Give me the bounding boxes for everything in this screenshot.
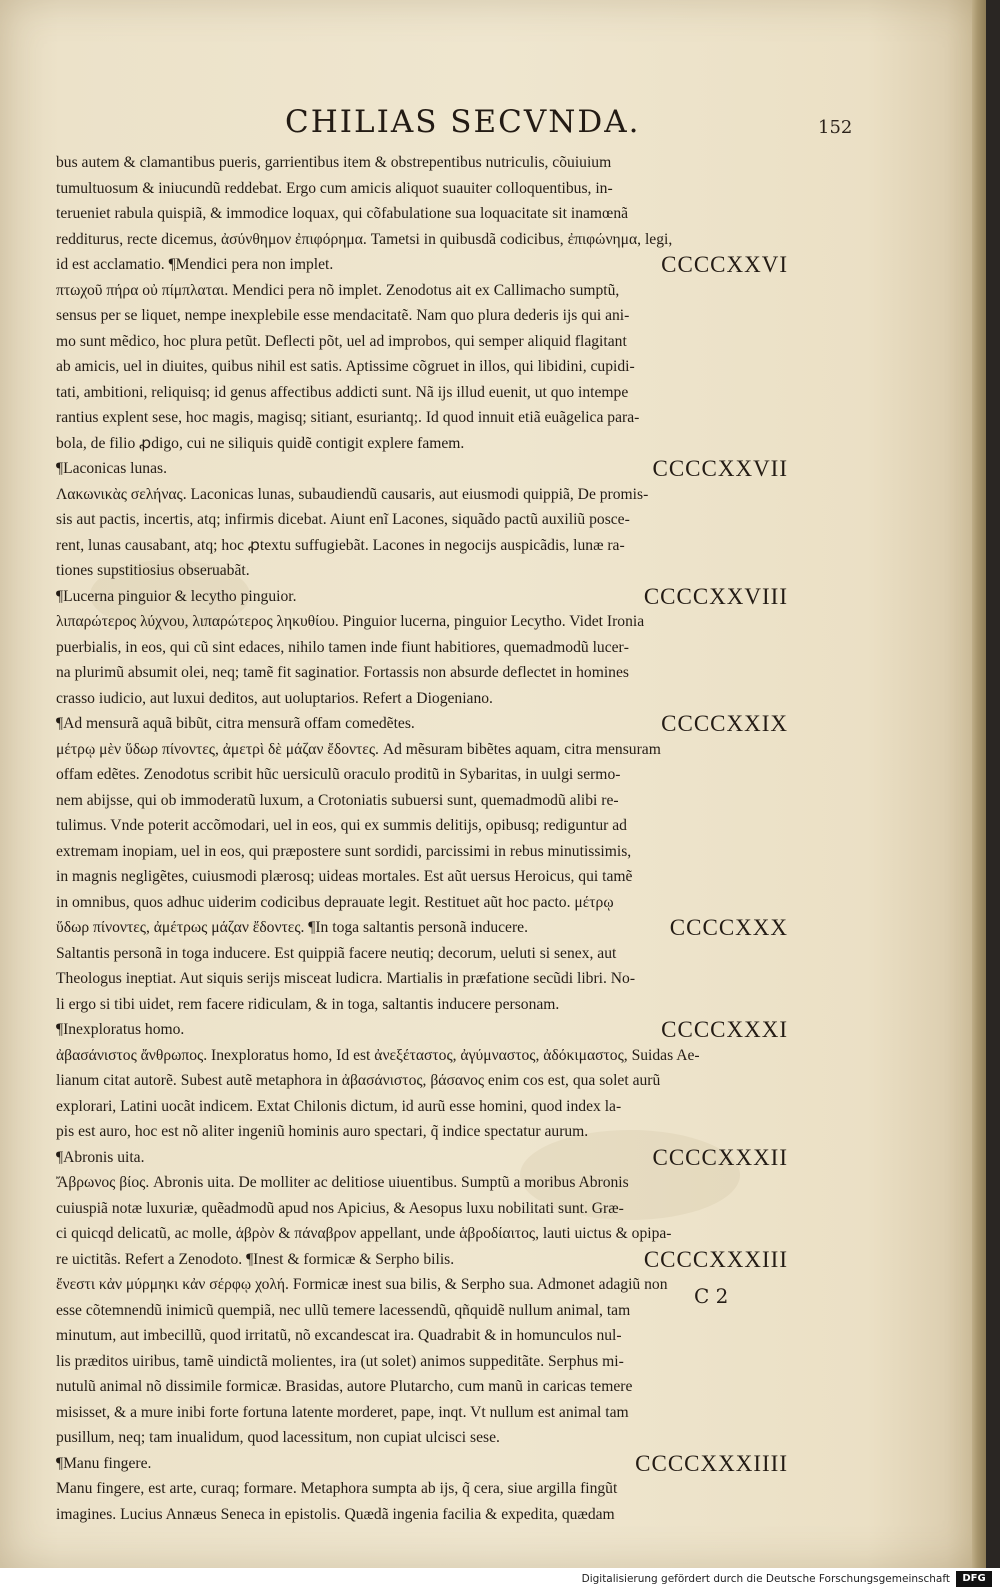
text-line — [56, 1272, 786, 1298]
text-line — [56, 558, 786, 584]
text-line — [56, 864, 786, 890]
text-line — [56, 278, 786, 304]
text-line — [56, 1170, 786, 1196]
line-text: rent, lunas causabant, atq; hoc ꝓtextu suffugiebãt. Lacones in negocijs auspicãdis, lunæ ra‑ — [56, 536, 625, 554]
line-text: sensus per se liquet, nempe inexplebile esse mendacitatẽ. Nam quo plura dederis ijs qui ani‑ — [56, 307, 630, 324]
text-line — [56, 1068, 786, 1094]
line-text: ¶Manu fingere. — [56, 1454, 152, 1472]
text-line — [56, 303, 786, 329]
text-line — [56, 711, 786, 737]
line-text: in magnis negligẽtes, cuiusmodi plærosq; uideas mortales. Est aũt uersus Heroicus, qui tamẽ — [56, 868, 633, 885]
adage-number: CCCCXXXIIII — [635, 1450, 788, 1476]
line-text: id est acclamatio. ¶Mendici pera non implet. — [56, 256, 334, 273]
text-line — [56, 201, 786, 227]
text-line — [56, 329, 786, 355]
text-line — [56, 584, 786, 610]
line-text: lianum citat autorẽ. Subest autẽ metaphora in ἀβασάνιστος, βάσανος enim cos est, qua solet aurũ — [56, 1072, 661, 1089]
text-line — [56, 1145, 786, 1171]
adage-number: CCCCXXVI — [661, 252, 788, 277]
dfg-logo: DFG — [956, 1571, 992, 1587]
line-text: crasso iudicio, aut luxui deditos, aut uoluptarios. Refert a Diogeniano. — [56, 689, 493, 707]
line-text: ci quicqd delicatũ, ac molle, ἁβρὸν & πάναβρον appellant, unde ἁβροδίαιτος, lauti uictus & opipa‑ — [56, 1225, 672, 1242]
text-line — [56, 992, 786, 1018]
text-line — [56, 915, 786, 941]
text-line — [56, 1196, 786, 1222]
text-line — [56, 890, 786, 916]
line-text: rantius explent sese, hoc magis, magisq; sitiant, esuriantq;. Id quod innuit etiã euãgelica para‑ — [56, 409, 640, 426]
line-text: esse cõtemnendũ inimicũ quempiã, nec ullũ temere lacessendũ, qñquidẽ nullum animal, tam — [56, 1301, 631, 1319]
text-line — [56, 482, 786, 508]
text-line — [56, 150, 786, 176]
text-line — [56, 533, 786, 559]
line-text: offam edẽtes. Zenodotus scribit hũc uersiculũ oraculo proditũ in Sybaritas, in uulgi sermo‑ — [56, 766, 621, 783]
line-text: tiones supstitiosius obseruabãt. — [56, 562, 250, 579]
text-line — [56, 1425, 786, 1451]
line-text: pusillum, neq; tam inualidum, quod lacessitum, non cupiat ulcisci sese. — [56, 1429, 500, 1446]
line-text: sis aut pactis, incertis, atq; infirmis dicebat. Aiunt enĩ Lacones, siquãdo pactũ auxiliũ posce‑ — [56, 511, 630, 528]
line-text: ¶Abronis uita. — [56, 1148, 145, 1166]
text-line — [56, 507, 786, 533]
adage-number: CCCCXXIX — [661, 711, 788, 736]
line-text: pis est auro, hoc est nõ aliter ingeniũ hominis auro spectari, q̃ indice spectatur aurum. — [56, 1123, 589, 1140]
line-text: li ergo si tibi uidet, rem facere ridiculam, & in toga, saltantis inducere personam. — [56, 995, 560, 1013]
text-line — [56, 839, 786, 865]
line-text: re uictitãs. Refert a Zenodoto. ¶Inest & formicæ & Serpho bilis. — [56, 1250, 455, 1268]
text-line — [56, 1323, 786, 1349]
line-text: bus autem & clamantibus pueris, garrientibus item & obstrepentibus nutriculis, cõuiuium — [56, 154, 612, 171]
line-text: ¶Laconicas lunas. — [56, 460, 167, 477]
folio-number: 152 — [818, 117, 853, 138]
text-line — [56, 1221, 786, 1247]
text-line — [56, 1400, 786, 1426]
adage-number: CCCCXXXI — [661, 1017, 788, 1042]
line-text: terueniet rabula quispiã, & immodice loquax, qui cõfabulatione sua loquacitate sit inamœnã — [56, 205, 629, 222]
line-text: Ἄβρωνος βίος. Abronis uita. De molliter ac delitiose uiuentibus. Sumptũ a moribus Abronis — [56, 1174, 629, 1191]
line-text: ¶Inexploratus homo. — [56, 1021, 185, 1038]
text-block — [56, 150, 786, 1527]
text-line — [56, 380, 786, 406]
line-text: mo sunt mẽdico, hoc plura petũt. Deflecti põt, uel ad improbos, qui semper aliquid flagitant — [56, 332, 627, 350]
text-line — [56, 176, 786, 202]
text-line — [56, 1017, 786, 1043]
line-text: cuiuspiã notæ luxuriæ, quẽadmodũ apud nos Apicius, & Aesopus luxu nobilitati sunt. Græ‑ — [56, 1199, 624, 1217]
line-text: μέτρῳ μὲν ὕδωρ πίνοντες, ἀμετρὶ δὲ μάζαν ἔδοντες. Ad mẽsuram bibẽtes aquam, citra mensuram — [56, 740, 661, 758]
footer-credit: Digitalisierung gefördert durch die Deutsche Forschungsgemeinschaft — [581, 1573, 950, 1585]
line-text: ἔνεστι κἀν μύρμηκι κἀν σέρφῳ χολή. Formicæ inest sua bilis, & Serpho sua. Admonet adagiũ non — [56, 1276, 668, 1293]
text-line — [56, 762, 786, 788]
text-line — [56, 456, 786, 482]
line-text: Manu fingere, est arte, curaq; formare. Metaphora sumpta ab ijs, q̃ cera, siue argilla fingũt — [56, 1480, 618, 1497]
text-line — [56, 813, 786, 839]
adage-number: CCCCXXXII — [652, 1144, 788, 1170]
line-text: misisset, & a mure inibi forte fortuna latente morderet, pape, inqt. Vt nullum est animal tam — [56, 1403, 629, 1421]
line-text: explorari, Latini uocãt indicem. Extat Chilonis dictum, id aurũ esse homini, quod index la‑ — [56, 1097, 622, 1115]
adage-number: CCCCXXXIII — [643, 1246, 788, 1272]
line-text: ὕδωρ πίνοντες, ἀμέτρως μάζαν ἔδοντες. ¶In toga saltantis personã inducere. — [56, 919, 528, 936]
running-head: CHILIAS SECVNDA. — [285, 104, 641, 140]
line-text: lis præditos uiribus, tamẽ uindictã molientes, ira (ut solet) animos suppeditãte. Serphus mi‑ — [56, 1352, 624, 1370]
line-text: tati, ambitioni, reliquisq; id genus affectibus addicti sunt. Nã ijs illud euenit, ut quo intempe — [56, 383, 629, 401]
adage-number: CCCCXXVII — [652, 456, 788, 481]
line-text: nem abijsse, qui ob immoderatũ luxum, a Crotoniatis subuersi sunt, quemadmodũ alibi re‑ — [56, 791, 619, 809]
text-line — [56, 1298, 786, 1324]
line-text: ab amicis, uel in diuites, quibus nihil est satis. Aptissime cõgruet in illos, qui libidini, cupidi‑ — [56, 358, 635, 375]
text-line — [56, 1119, 786, 1145]
text-line — [56, 252, 786, 278]
text-line — [56, 686, 786, 712]
line-text: puerbialis, in eos, qui cũ sint edaces, nihilo tamen inde fiunt habitiores, quemadmodũ lucer‑ — [56, 638, 629, 656]
line-text: minutum, aut imbecillũ, quod irritatũ, nõ excandescat ira. Quadrabit & in homunculos nul‑ — [56, 1327, 622, 1344]
text-line — [56, 227, 786, 253]
line-text: in omnibus, quos adhuc uiderim codicibus deprauate legit. Restituet aũt hoc pacto. μέτρῳ — [56, 893, 614, 911]
text-line — [56, 1349, 786, 1375]
text-line — [56, 737, 786, 763]
line-text: Theologus ineptiat. Aut siquis serijs misceat ludicra. Martialis in præfatione secũdi libri. No‑ — [56, 970, 636, 987]
line-text: Saltantis personã in toga inducere. Est quippiã facere neutiq; decorum, ueluti si senex, aut — [56, 944, 617, 962]
text-line — [56, 788, 786, 814]
text-line — [56, 941, 786, 967]
text-line — [56, 1502, 786, 1528]
line-text: extremam inopiam, uel in eos, qui præpostere sunt sordidi, parcissimi in rebus minutissimis, — [56, 842, 632, 860]
page-edge — [972, 0, 986, 1568]
line-text: na plurimũ absumit olei, neq; tamẽ fit saginatior. Fortassis non absurde deflectet in homines — [56, 664, 629, 681]
line-text: λιπαρώτερος λύχνου, λιπαρώτερος ληκυθίου. Pinguior lucerna, pinguior Lecytho. Videt Ironia — [56, 613, 645, 630]
adage-number: CCCCXXVIII — [643, 583, 788, 609]
text-line — [56, 635, 786, 661]
text-line — [56, 660, 786, 686]
text-line — [56, 1247, 786, 1273]
text-line — [56, 609, 786, 635]
line-text: ¶Lucerna pinguior & lecytho pinguior. — [56, 587, 297, 605]
line-text: imagines. Lucius Annæus Seneca in epistolis. Quædã ingenia facilia & expedita, quædam — [56, 1505, 615, 1523]
text-line — [56, 1374, 786, 1400]
signature-mark: C 2 — [694, 1284, 729, 1308]
adage-number: CCCCXXX — [669, 915, 788, 940]
line-text: nutulũ animal nõ dissimile formicæ. Brasidas, autore Plutarcho, cum manũ in caricas temere — [56, 1378, 633, 1395]
text-line — [56, 1043, 786, 1069]
line-text: bola, de filio ꝓdigo, cui ne siliquis quidẽ contigit explere famem. — [56, 434, 465, 452]
text-line — [56, 966, 786, 992]
line-text: redditurus, recte dicemus, ἀσύνθημον ἐπιφόρημα. Tametsi in quibusdã codicibus, ἐπιφώνημα, legi, — [56, 230, 673, 248]
text-line — [56, 405, 786, 431]
line-text: ¶Ad mensurã aquã bibũt, citra mensurã offam comedẽtes. — [56, 715, 415, 732]
line-text: tumultuosum & iniucundũ reddebat. Ergo cum amicis aliquot suauiter colloquentibus, in‑ — [56, 179, 613, 197]
line-text: Λακωνικὰς σελήνας. Laconicas lunas, subaudiendũ causaris, aut eiusmodi quippiã, De promis‑ — [56, 485, 649, 503]
text-line — [56, 1094, 786, 1120]
text-line — [56, 431, 786, 457]
text-line — [56, 1451, 786, 1477]
line-text: ἀβασάνιστος ἄνθρωπος. Inexploratus homo, Id est ἀνεξέταστος, ἀγύμναστος, ἀδόκιμαστος, Suidas Ae‑ — [56, 1046, 700, 1064]
line-text: tulimus. Vnde poterit accõmodari, uel in eos, qui ex summis delitijs, opibusq; rediguntur ad — [56, 817, 627, 834]
line-text: πτωχοῦ πήρα οὐ πίμπλαται. Mendici pera nõ implet. Zenodotus ait ex Callimacho sumptũ, — [56, 281, 620, 299]
text-line — [56, 354, 786, 380]
text-line — [56, 1476, 786, 1502]
